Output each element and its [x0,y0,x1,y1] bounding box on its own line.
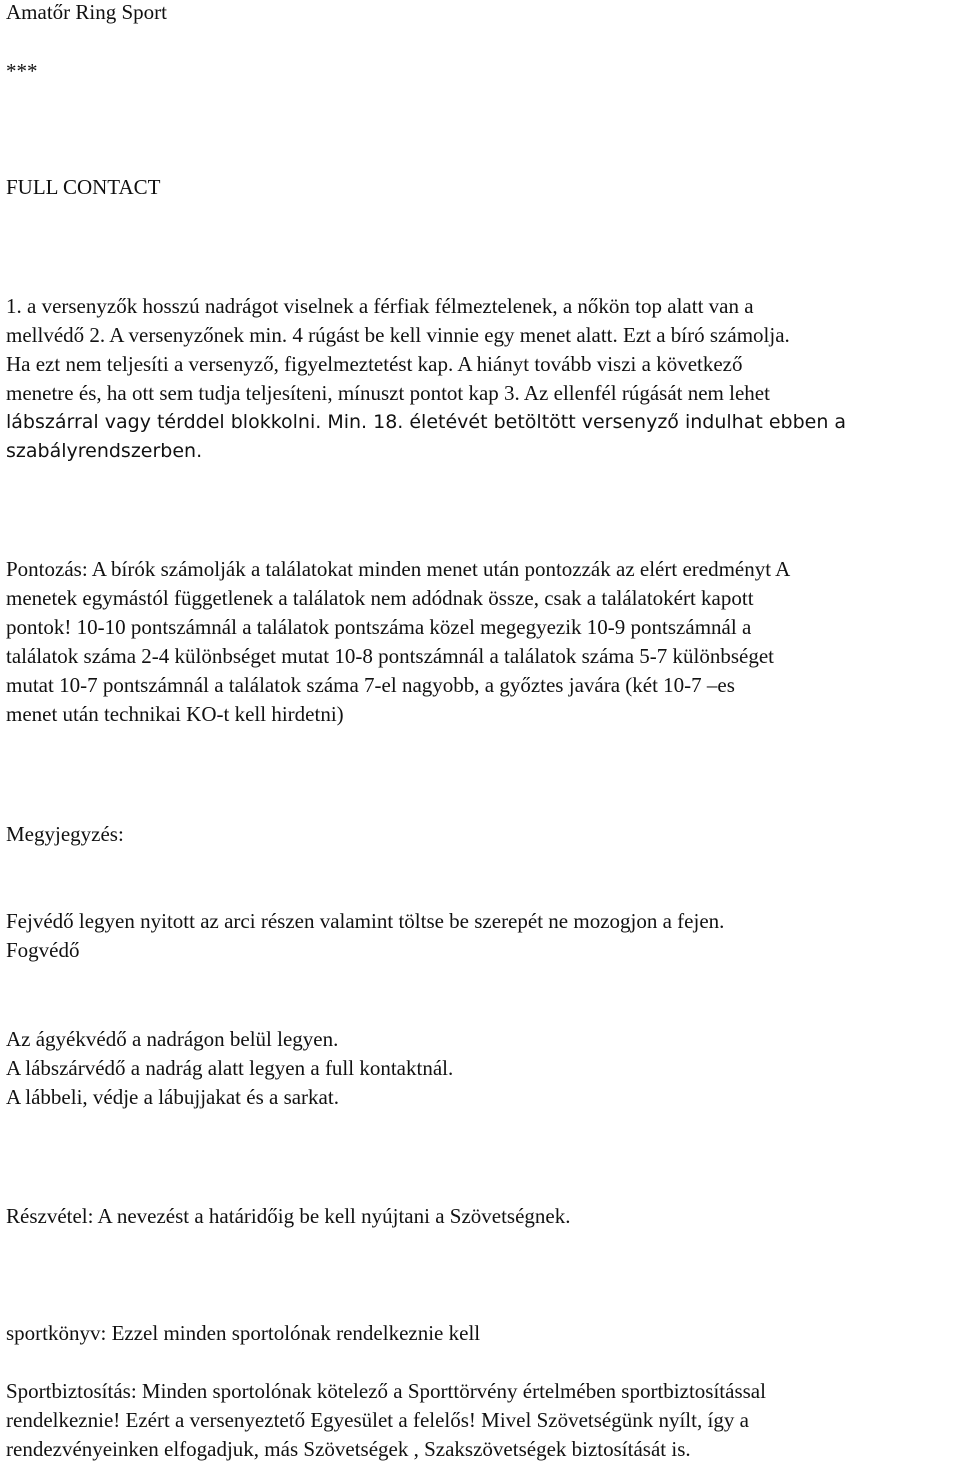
insurance-paragraph [6,1377,956,1464]
rule-line: menetre és, ha ott sem tudja teljesíteni, mínuszt pontot kap 3. Az ellenfél rúgását nem lehet [6,381,770,405]
headguard-line: Fejvédő legyen nyitott az arci részen valamint töltse be szerepét ne mozogjon a fejen. [6,909,725,933]
rule-line: szabályrendszerben. [6,440,203,462]
separator: *** [6,59,38,83]
protection-line: Az ágyékvédő a nadrágon belül legyen. [6,1027,339,1051]
scoring-line: Pontozás: A bírók számolják a találatokat minden menet után pontozzák az elért eredményt A [6,557,791,581]
rule-line: Ha ezt nem teljesíti a versenyző, figyelmeztetést kap. A hiányt tovább viszi a következő [6,352,743,376]
scoring-line: találatok száma 2-4 különbséget mutat 10-8 pontszámnál a találatok száma 5-7 különbséget [6,644,775,668]
note-heading: Megyjegyzés: [6,822,124,846]
rule-line: mellvédő 2. A versenyzőnek min. 4 rúgást be kell vinnie egy menet alatt. Ezt a bíró számolja. [6,323,790,347]
protection-line: A lábbeli, védje a lábujjakat és a sarkat. [6,1085,339,1109]
rule-paragraph [6,292,956,466]
insurance-line: rendelkeznie! Ezért a versenyeztető Egyesület a felelős! Mivel Szövetségünk nyílt, így a [6,1408,749,1432]
scoring-line: menetek egymástól függetlenek a találatok nem adódnak össze, csak a találatokért kapott [6,586,754,610]
rule-line: 1. a versenyzők hosszú nadrágot viselnek a férfiak félmeztelenek, a nőkön top alatt van a [6,294,754,318]
headguard-paragraph [6,907,956,965]
document-title: Amatőr Ring Sport [6,0,167,24]
scoring-paragraph [6,555,956,729]
scoring-line: pontok! 10-10 pontszámnál a találatok pontszáma közel megegyezik 10-9 pontszámnál a [6,615,752,639]
section-heading: FULL CONTACT [6,175,161,199]
protection-paragraph [6,1025,956,1112]
scoring-line: menet után technikai KO-t kell hirdetni) [6,702,344,726]
participation-text: Részvétel: A nevezést a határidőig be kell nyújtani a Szövetségnek. [6,1204,571,1228]
sportbook-text: sportkönyv: Ezzel minden sportolónak rendelkeznie kell [6,1321,481,1345]
insurance-line: rendezvényeinken elfogadjuk, más Szövetségek , Szakszövetségek biztosítását is. [6,1437,691,1461]
insurance-line: Sportbiztosítás: Minden sportolónak kötelező a Sporttörvény értelmében sportbiztosítással [6,1379,766,1403]
scoring-line: mutat 10-7 pontszámnál a találatok száma 7-el nagyobb, a győztes javára (két 10-7 –es [6,673,735,697]
rule-line: lábszárral vagy térddel blokkolni. Min. 18. életévét betöltött versenyző indulhat ebben a [6,411,847,433]
protection-line: A lábszárvédő a nadrág alatt legyen a full kontaktnál. [6,1056,454,1080]
headguard-line: Fogvédő [6,938,80,962]
